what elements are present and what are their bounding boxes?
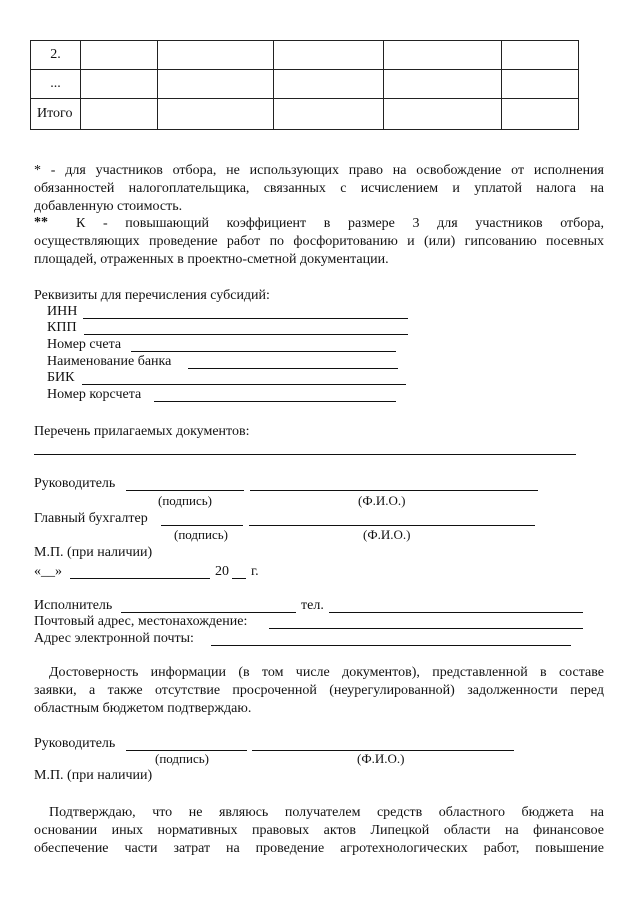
date-month-field[interactable] <box>70 578 210 579</box>
documents-title: Перечень прилагаемых документов: <box>34 424 250 439</box>
table-cell: Итого <box>31 99 81 130</box>
footnote-1-line-1: * - для участников отбора, не использующих право на освобождение от исполнения <box>34 163 604 178</box>
bik-label: БИК <box>47 370 75 385</box>
head-signature-field[interactable] <box>126 490 244 491</box>
table-row <box>31 70 579 99</box>
table-cell <box>81 70 158 99</box>
sign-caption: (подпись) <box>174 527 228 542</box>
summary-table <box>30 40 579 130</box>
accountant-fio-field[interactable] <box>249 525 535 526</box>
table-cell <box>502 99 579 130</box>
date-year-field[interactable] <box>232 578 246 579</box>
table-row <box>31 41 579 70</box>
email-field[interactable] <box>211 645 571 646</box>
requisites-title: Реквизиты для перечисления субсидий: <box>34 288 270 303</box>
footnote-2-mark: ** <box>34 215 48 230</box>
table-cell <box>384 70 502 99</box>
date-year-suffix: г. <box>251 564 259 579</box>
head-label: Руководитель <box>34 476 116 491</box>
address-label: Почтовый адрес, местонахождение: <box>34 614 248 629</box>
date-year-prefix: 20 <box>215 564 229 579</box>
table-cell <box>502 41 579 70</box>
bank-field[interactable] <box>188 368 398 369</box>
table-cell <box>158 99 274 130</box>
table-cell <box>384 41 502 70</box>
date-open: «__» <box>34 564 62 579</box>
confirm-2-line-1: Подтверждаю, что не являюсь получателем средств областного бюджета на <box>49 805 604 820</box>
footnote-2-line-2: осуществляющих проведение работ по фосфоритованию и (или) гипсованию посевных <box>34 234 604 249</box>
sign-caption: (подпись) <box>155 751 209 766</box>
kpp-label: КПП <box>47 320 77 335</box>
table-cell <box>274 70 384 99</box>
accountant-signature-field[interactable] <box>161 525 243 526</box>
confirm-1-line-3: областным бюджетом подтверждаю. <box>34 701 252 716</box>
corr-field[interactable] <box>154 401 396 402</box>
confirm-2-line-2: основании иных нормативных правовых актов Липецкой области на финансовое <box>34 823 604 838</box>
phone-field[interactable] <box>329 612 583 613</box>
table-cell: 2. <box>31 41 81 70</box>
confirm-1-line-1: Достоверность информации (в том числе документов), представленной в составе <box>49 665 604 680</box>
fio-caption: (Ф.И.О.) <box>357 751 405 766</box>
table-cell <box>81 99 158 130</box>
footnote-1-line-2: обязанностей налогоплательщика, связанных с исчислением и уплатой налога на <box>34 181 604 196</box>
table-row-total <box>31 99 579 130</box>
table-cell <box>274 41 384 70</box>
bik-field[interactable] <box>82 384 406 385</box>
table-cell <box>158 70 274 99</box>
table-cell <box>274 99 384 130</box>
documents-field[interactable] <box>34 454 576 455</box>
account-field[interactable] <box>131 351 396 352</box>
footnote-1-line-3: добавленную стоимость. <box>34 199 183 214</box>
stamp-label: М.П. (при наличии) <box>34 545 153 560</box>
table-cell <box>81 41 158 70</box>
table-cell: ... <box>31 70 81 99</box>
address-field[interactable] <box>269 628 583 629</box>
table-cell <box>384 99 502 130</box>
sign-caption: (подпись) <box>158 493 212 508</box>
head-label-2: Руководитель <box>34 736 116 751</box>
bank-label: Наименование банка <box>47 354 172 369</box>
accountant-label: Главный бухгалтер <box>34 511 148 526</box>
inn-field[interactable] <box>83 318 408 319</box>
footnote-2-line-1: К - повышающий коэффициент в размере 3 для участников отбора, <box>76 216 604 231</box>
email-label: Адрес электронной почты: <box>34 631 194 646</box>
table-cell <box>502 70 579 99</box>
head-fio-field[interactable] <box>250 490 538 491</box>
executor-field[interactable] <box>121 612 296 613</box>
phone-label: тел. <box>301 598 324 613</box>
confirm-1-line-2: заявки, а также отсутствие просроченной (неурегулированной) задолженности перед <box>34 683 604 698</box>
table-cell <box>158 41 274 70</box>
account-label: Номер счета <box>47 337 122 352</box>
inn-label: ИНН <box>47 304 78 319</box>
kpp-field[interactable] <box>84 334 408 335</box>
fio-caption: (Ф.И.О.) <box>363 527 411 542</box>
executor-label: Исполнитель <box>34 598 113 613</box>
corr-label: Номер корсчета <box>47 387 142 402</box>
stamp-label-2: М.П. (при наличии) <box>34 768 153 783</box>
footnote-2-line-3: площадей, отраженных в проектно-сметной документации. <box>34 252 389 267</box>
fio-caption: (Ф.И.О.) <box>358 493 406 508</box>
confirm-2-line-3: обеспечение части затрат на проведение агротехнологических работ, повышение <box>34 841 604 856</box>
